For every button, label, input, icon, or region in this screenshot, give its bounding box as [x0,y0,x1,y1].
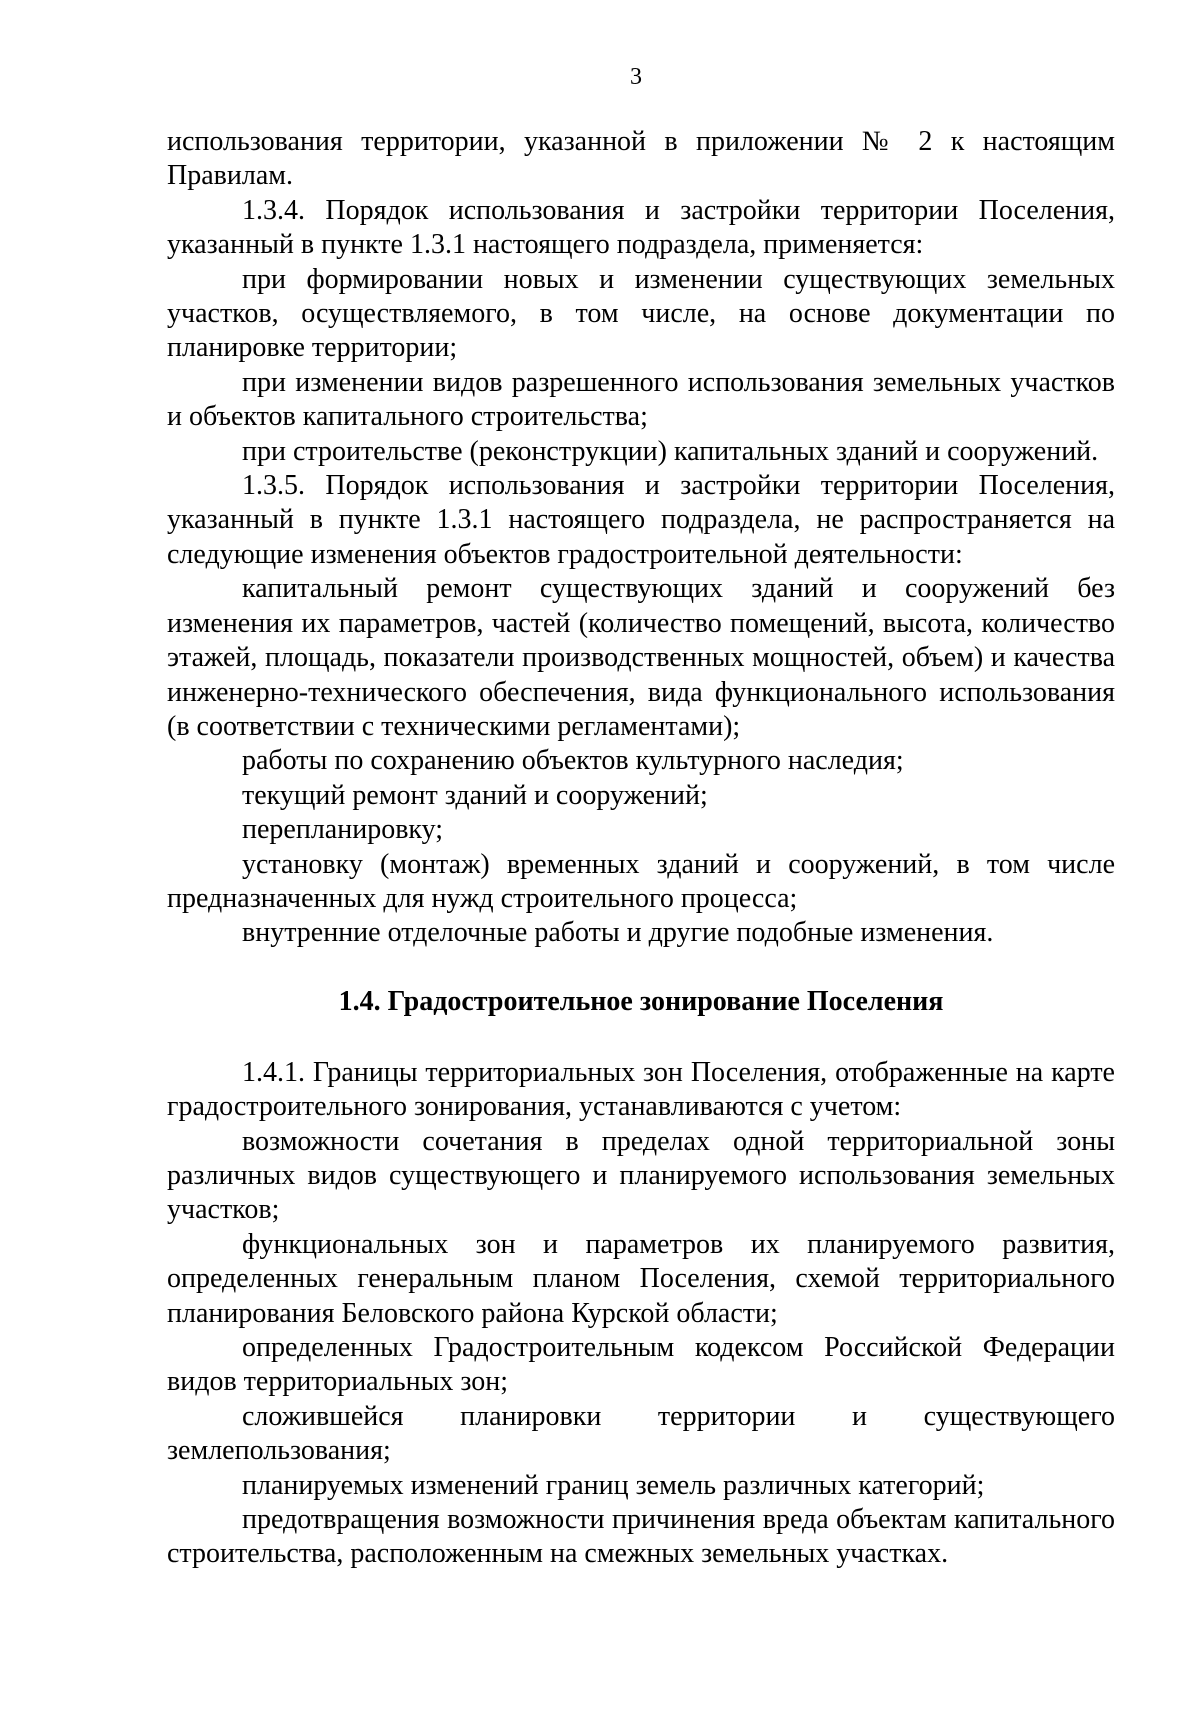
paragraph: планируемых изменений границ земель различных категорий; [242,1469,985,1501]
paragraph: определенных Градостроительным кодексом Российской Федерации видов территориальных зон; [167,1332,1115,1398]
paragraph: капитальный ремонт существующих зданий и сооружений без изменения их параметров, частей (количество помещений, высота, количество этажей, площадь, показатели производственных мощностей, объем) и качества инженерно-технического обеспечения, вида функционального использования (в соответствии с техническими регламентами); [167,573,1115,742]
paragraph: 1.4.1. Границы территориальных зон Поселения, отображенные на карте градостроительного зонирования, устанавливаются с учетом: [167,1056,1115,1123]
paragraphs-after-heading [167,1056,1115,1572]
paragraph: при строительстве (реконструкции) капитальных зданий и сооружений. [242,435,1099,467]
paragraph: текущий ремонт зданий и сооружений; [242,779,708,811]
paragraph: перепланировку; [242,814,444,846]
paragraph: установку (монтаж) временных зданий и сооружений, в том числе предназначенных для нужд строительного процесса; [167,848,1115,914]
section-heading: 1.4. Градостроительное зонирование Поселения [338,985,944,1017]
paragraph: использования территории, указанной в приложении № 2 к настоящим Правилам. [167,126,1115,192]
page-number: 3 [630,64,642,90]
paragraph: при изменении видов разрешенного использования земельных участков и объектов капитального строительства; [167,366,1115,433]
page-content [167,125,1115,1572]
paragraph: возможности сочетания в пределах одной территориальной зоны различных видов существующего и планируемого использования земельных участков; [167,1125,1115,1226]
paragraph: при формировании новых и изменении существующих земельных участков, осуществляемого, в том числе, на основе документации по планировке территории; [167,263,1115,364]
paragraph: сложившейся планировки территории и существующего землепользования; [167,1400,1115,1467]
paragraph: работы по сохранению объектов культурного наследия; [242,745,904,777]
paragraph: функциональных зон и параметров их планируемого развития, определенных генеральным планом Поселения, схемой территориального планирования Беловского района Курской области; [167,1228,1115,1329]
paragraphs-before-heading [167,125,1115,951]
paragraph: 1.3.5. Порядок использования и застройки территории Поселения, указанный в пункте 1.3.1 настоящего подраздела, не распространяется на следующие изменения объектов градостроительной деятельности: [167,470,1115,570]
paragraph: предотвращения возможности причинения вреда объектам капитального строительства, расположенным на смежных земельных участках. [167,1504,1115,1570]
paragraph: внутренние отделочные работы и другие подобные изменения. [242,917,994,949]
paragraph: 1.3.4. Порядок использования и застройки территории Поселения, указанный в пункте 1.3.1 настоящего подраздела, применяется: [167,194,1115,261]
